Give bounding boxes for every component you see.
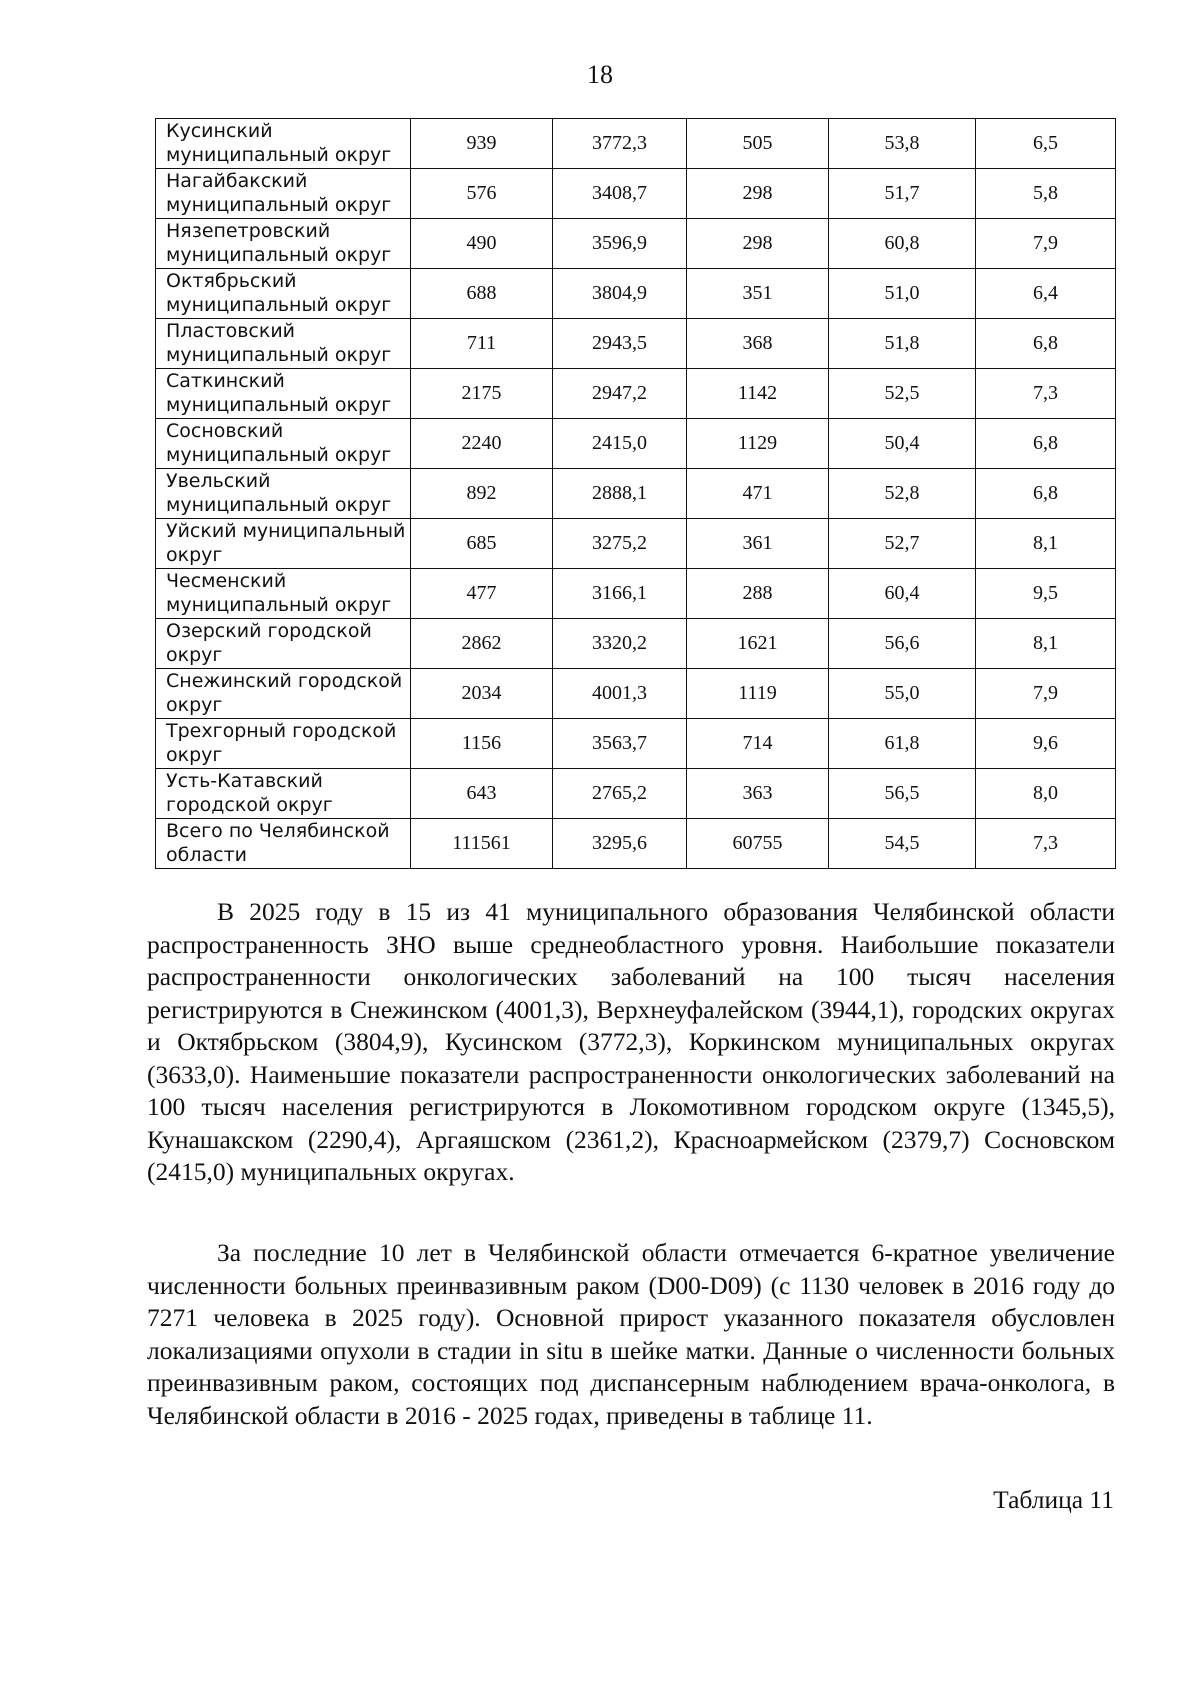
value-cell: 60755 xyxy=(687,819,829,869)
value-cell: 6,5 xyxy=(976,119,1116,169)
table-row xyxy=(156,119,1116,169)
district-name-cell: Октябрьский муниципальный округ xyxy=(156,269,411,319)
table-row xyxy=(156,269,1116,319)
district-name-cell: Нязепетровский муниципальный округ xyxy=(156,219,411,269)
value-cell: 2034 xyxy=(411,669,553,719)
table-row xyxy=(156,469,1116,519)
value-cell: 939 xyxy=(411,119,553,169)
district-name-cell: Уйский муниципальный округ xyxy=(156,519,411,569)
value-cell: 298 xyxy=(687,219,829,269)
value-cell: 288 xyxy=(687,569,829,619)
value-cell: 54,5 xyxy=(829,819,976,869)
value-cell: 7,3 xyxy=(976,819,1116,869)
district-name-cell: Чесменский муниципальный округ xyxy=(156,569,411,619)
value-cell: 688 xyxy=(411,269,553,319)
value-cell: 56,6 xyxy=(829,619,976,669)
value-cell: 51,8 xyxy=(829,319,976,369)
table-row xyxy=(156,819,1116,869)
value-cell: 6,4 xyxy=(976,269,1116,319)
district-name-cell: Кусинский муниципальный округ xyxy=(156,119,411,169)
value-cell: 576 xyxy=(411,169,553,219)
value-cell: 6,8 xyxy=(976,419,1116,469)
table-row xyxy=(156,219,1116,269)
value-cell: 9,5 xyxy=(976,569,1116,619)
table-row xyxy=(156,619,1116,669)
table-row xyxy=(156,169,1116,219)
value-cell: 52,7 xyxy=(829,519,976,569)
value-cell: 2765,2 xyxy=(553,769,687,819)
district-name-cell: Пластовский муниципальный округ xyxy=(156,319,411,369)
value-cell: 4001,3 xyxy=(553,669,687,719)
value-cell: 1129 xyxy=(687,419,829,469)
value-cell: 60,8 xyxy=(829,219,976,269)
value-cell: 3166,1 xyxy=(553,569,687,619)
value-cell: 111561 xyxy=(411,819,553,869)
value-cell: 505 xyxy=(687,119,829,169)
value-cell: 51,0 xyxy=(829,269,976,319)
value-cell: 490 xyxy=(411,219,553,269)
table-row xyxy=(156,519,1116,569)
value-cell: 2888,1 xyxy=(553,469,687,519)
value-cell: 53,8 xyxy=(829,119,976,169)
value-cell: 7,9 xyxy=(976,219,1116,269)
value-cell: 471 xyxy=(687,469,829,519)
value-cell: 50,4 xyxy=(829,419,976,469)
value-cell: 3408,7 xyxy=(553,169,687,219)
value-cell: 2415,0 xyxy=(553,419,687,469)
value-cell: 52,8 xyxy=(829,469,976,519)
value-cell: 3275,2 xyxy=(553,519,687,569)
value-cell: 8,1 xyxy=(976,519,1116,569)
value-cell: 685 xyxy=(411,519,553,569)
table-row xyxy=(156,719,1116,769)
table-row xyxy=(156,669,1116,719)
table-row xyxy=(156,319,1116,369)
value-cell: 8,0 xyxy=(976,769,1116,819)
value-cell: 61,8 xyxy=(829,719,976,769)
value-cell: 56,5 xyxy=(829,769,976,819)
value-cell: 3804,9 xyxy=(553,269,687,319)
table-row xyxy=(156,569,1116,619)
district-name-cell: Усть-Катавский городской округ xyxy=(156,769,411,819)
district-statistics-table xyxy=(155,118,1116,869)
value-cell: 2175 xyxy=(411,369,553,419)
value-cell: 298 xyxy=(687,169,829,219)
value-cell: 2240 xyxy=(411,419,553,469)
value-cell: 1119 xyxy=(687,669,829,719)
value-cell: 6,8 xyxy=(976,319,1116,369)
value-cell: 3295,6 xyxy=(553,819,687,869)
district-name-cell: Озерский городской округ xyxy=(156,619,411,669)
value-cell: 7,3 xyxy=(976,369,1116,419)
value-cell: 55,0 xyxy=(829,669,976,719)
district-name-cell: Сосновский муниципальный округ xyxy=(156,419,411,469)
value-cell: 892 xyxy=(411,469,553,519)
district-name-cell: Саткинский муниципальный округ xyxy=(156,369,411,419)
value-cell: 1621 xyxy=(687,619,829,669)
table-row xyxy=(156,369,1116,419)
value-cell: 5,8 xyxy=(976,169,1116,219)
value-cell: 351 xyxy=(687,269,829,319)
value-cell: 361 xyxy=(687,519,829,569)
value-cell: 9,6 xyxy=(976,719,1116,769)
value-cell: 643 xyxy=(411,769,553,819)
value-cell: 368 xyxy=(687,319,829,369)
paragraph-preinvasive-cancer: За последние 10 лет в Челябинской области отмечается 6-кратное увеличение численности больных преинвазивным раком (D00-D09) (с 1130 человек в 2016 году до 7271 человека в 2025 году). Основной прирост указанного показателя обусловлен локализациями опухоли в стадии in situ в шейке матки. Данные о численности больных преинвазивным раком, состоящих под диспансерным наблюдением врача-онколога, в Челябинской области в 2016 - 2025 годах, приведены в таблице 11. xyxy=(147,1238,1115,1430)
value-cell: 3596,9 xyxy=(553,219,687,269)
value-cell: 52,5 xyxy=(829,369,976,419)
value-cell: 3772,3 xyxy=(553,119,687,169)
value-cell: 8,1 xyxy=(976,619,1116,669)
value-cell: 2947,2 xyxy=(553,369,687,419)
table-row xyxy=(156,419,1116,469)
district-name-cell: Увельский муниципальный округ xyxy=(156,469,411,519)
district-name-cell: Всего по Челябинской области xyxy=(156,819,411,869)
value-cell: 7,9 xyxy=(976,669,1116,719)
value-cell: 60,4 xyxy=(829,569,976,619)
value-cell: 714 xyxy=(687,719,829,769)
district-name-cell: Трехгорный городской округ xyxy=(156,719,411,769)
district-name-cell: Нагайбакский муниципальный округ xyxy=(156,169,411,219)
value-cell: 2943,5 xyxy=(553,319,687,369)
table-row xyxy=(156,769,1116,819)
value-cell: 2862 xyxy=(411,619,553,669)
value-cell: 3563,7 xyxy=(553,719,687,769)
table-body xyxy=(156,119,1116,869)
page-number: 18 xyxy=(587,60,613,89)
value-cell: 363 xyxy=(687,769,829,819)
value-cell: 711 xyxy=(411,319,553,369)
district-name-cell: Снежинский городской округ xyxy=(156,669,411,719)
value-cell: 477 xyxy=(411,569,553,619)
value-cell: 3320,2 xyxy=(553,619,687,669)
value-cell: 1142 xyxy=(687,369,829,419)
value-cell: 1156 xyxy=(411,719,553,769)
paragraph-prevalence: В 2025 году в 15 из 41 муниципального образования Челябинской области распространенность ЗНО выше среднеобластного уровня. Наибольшие показатели распространенности онкологических заболеваний на 100 тысяч населения регистрируются в Снежинском (4001,3), Верхнеуфалейском (3944,1), городских округах и Октябрьском (3804,9), Кусинском (3772,3), Коркинском муниципальных округах (3633,0). Наименьшие показатели распространенности онкологических заболеваний на 100 тысяч населения регистрируются в Локомотивном городском округе (1345,5), Кунашакском (2290,4), Аргаяшском (2361,2), Красноармейском (2379,7) Сосновском (2415,0) муниципальных округах. xyxy=(147,897,1115,1186)
value-cell: 6,8 xyxy=(976,469,1116,519)
table-caption: Таблица 11 xyxy=(993,1485,1114,1514)
value-cell: 51,7 xyxy=(829,169,976,219)
